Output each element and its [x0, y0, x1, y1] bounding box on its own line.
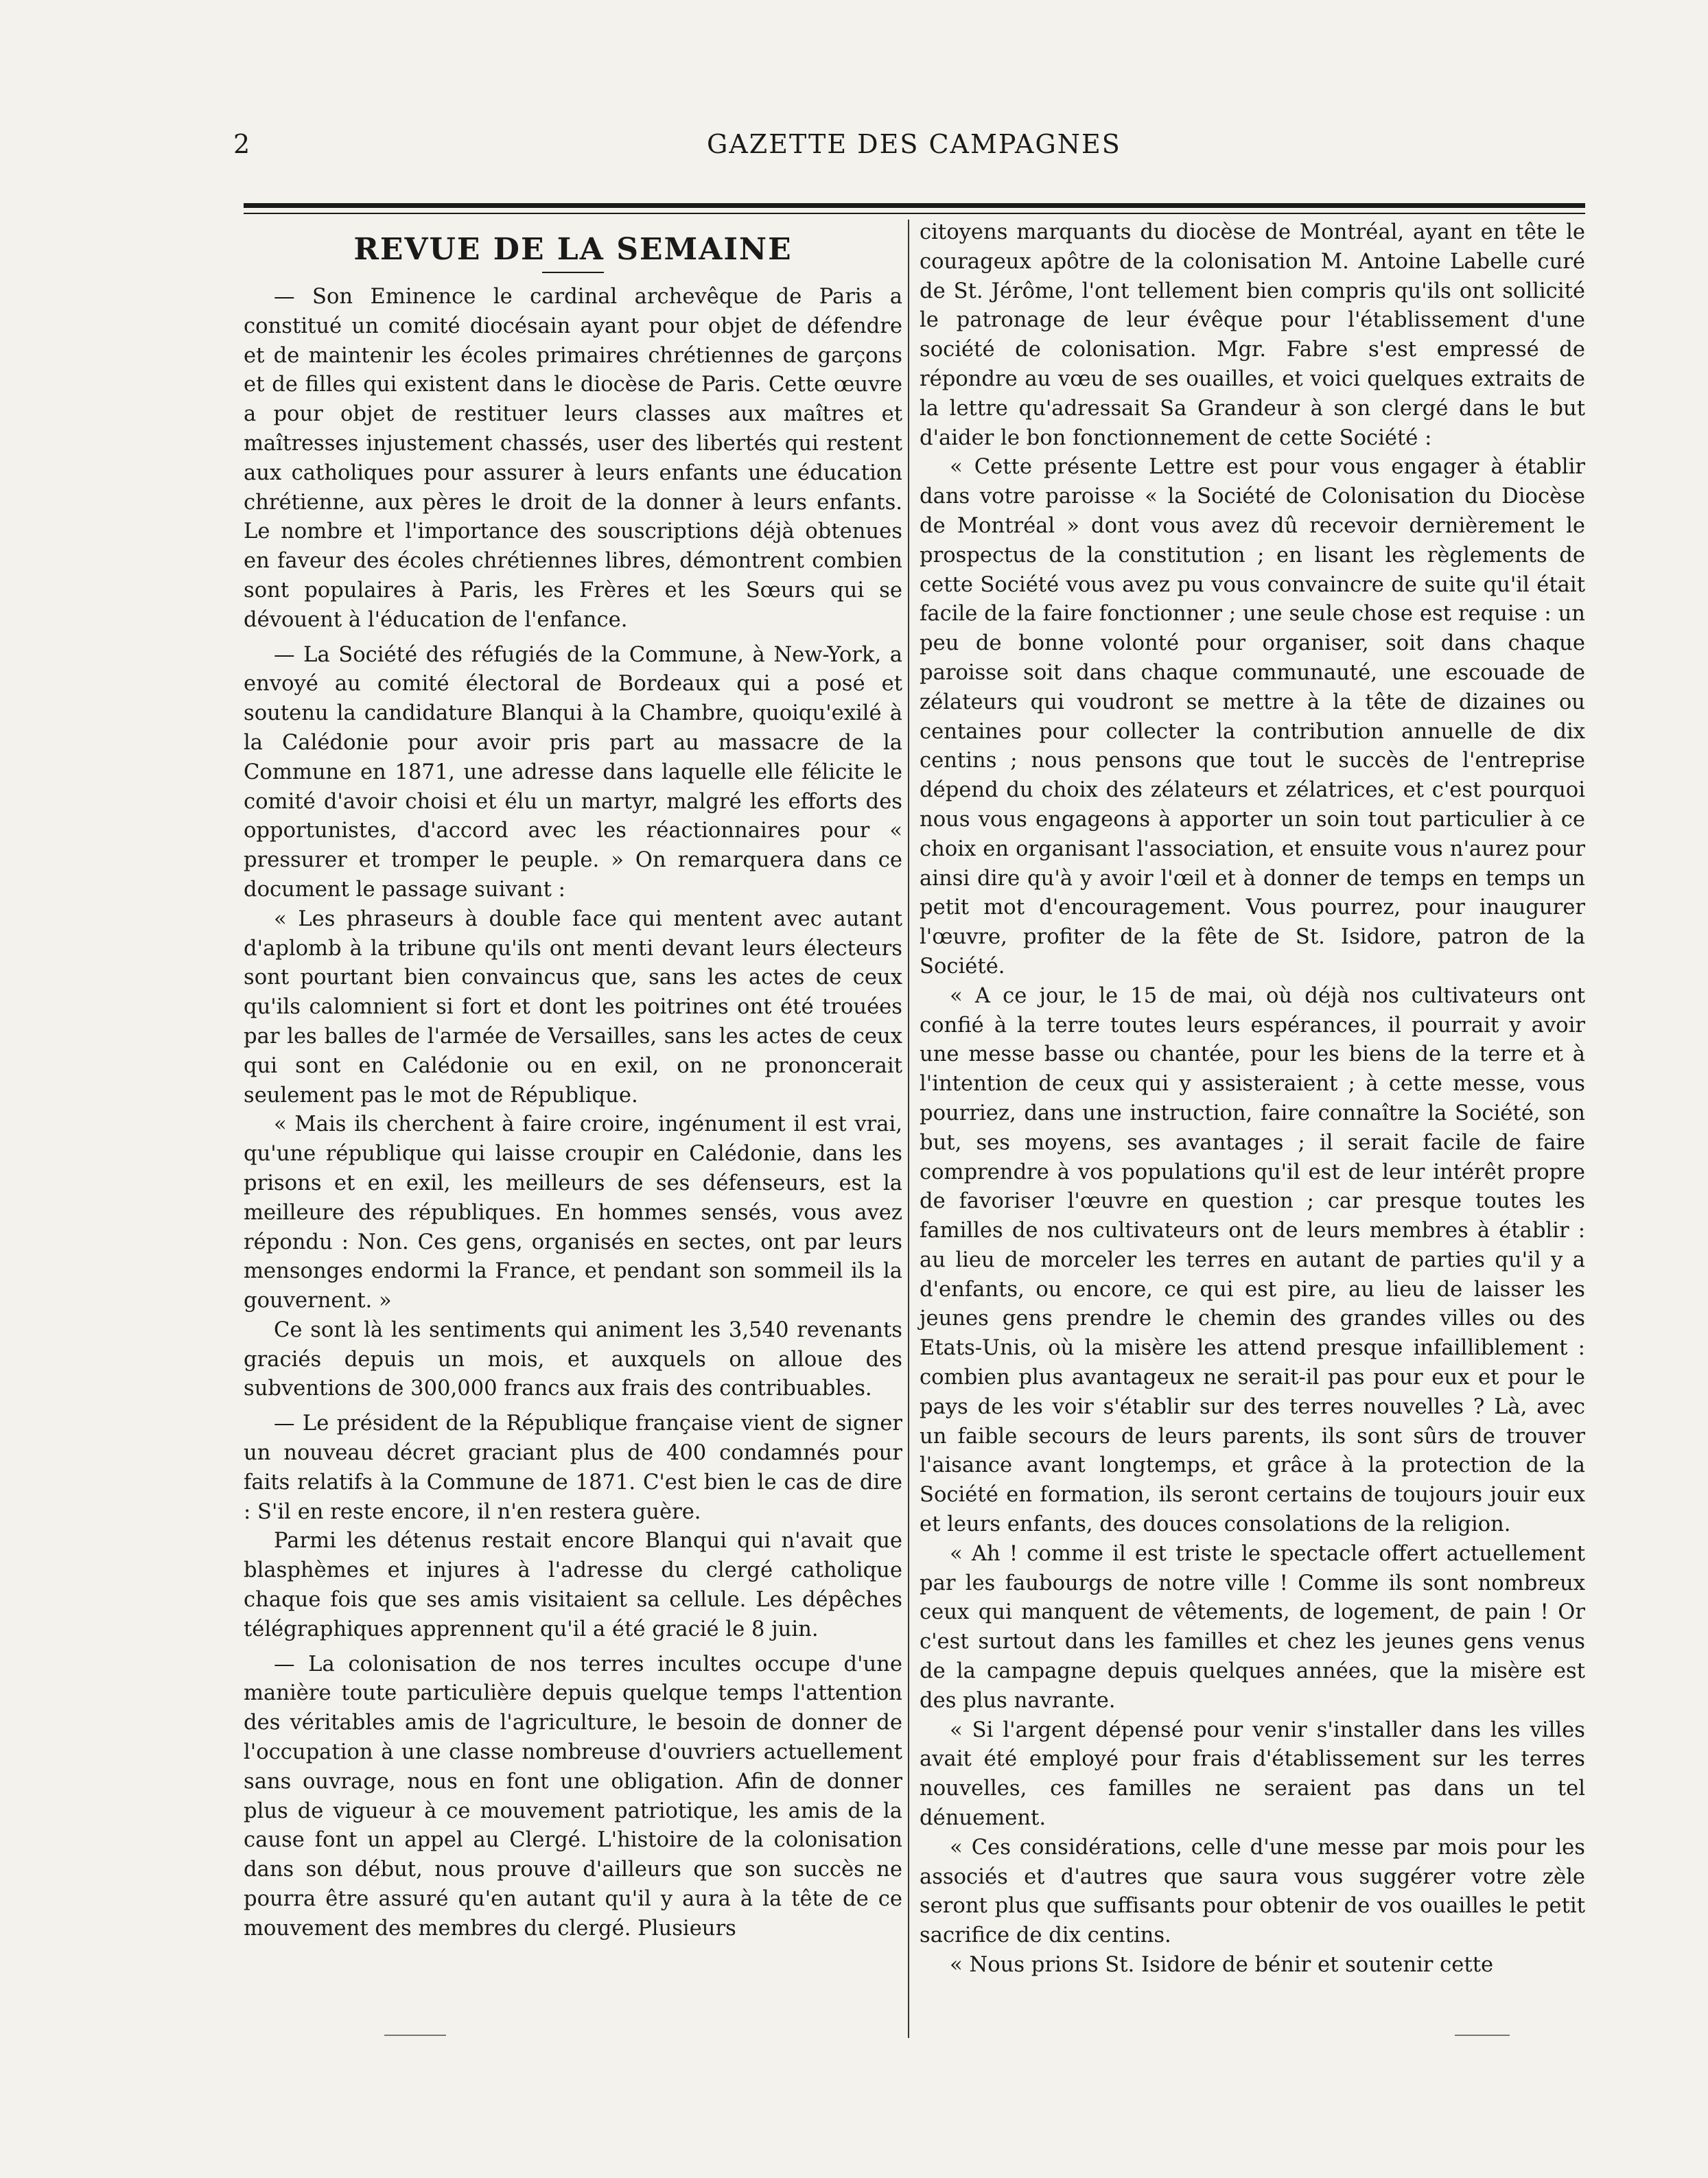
page-header — [233, 129, 1613, 170]
bottom-mark-right — [1455, 2035, 1510, 2036]
paragraph-blanqui: Parmi les détenus restait encore Blanqui qui n'avait que blasphèmes et injures à l'adresse du clergé catholique chaque fois que ses amis visitaient sa cellule. Les dépêches télégraphiques apprennent qu'il a été gracié le 8 juin. — [244, 1529, 902, 1641]
page-number: 2 — [233, 129, 252, 159]
paragraph-faubourgs: « Ah ! comme il est triste le spectacle offert actuellement par les faubourgs de notre ville ! Comme ils sont nombreux ceux qui manquent de vêtements, de logement, de pain ! Or c'est surtout dans les familles et chez les jeunes gens venus de la campagne depuis quelques années, que la misère est des plus navrante. — [920, 1541, 1585, 1713]
paragraph-comite-diocesain: — Son Eminence le cardinal archevêque de Paris a constitué un comité diocésain ayant pour objet de défendre et de maintenir les écoles primaires chrétiennes de garçons et de filles qui existent dans le diocèse de Paris. Cette œuvre a pour objet de restituer leurs classes aux maîtres et maîtresses injustement chassés, user des libertés qui restent aux catholiques pour assurer à leurs enfants une éducation chrétienne, aux pères le droit de la donner à leurs enfants. Le nombre et l'importance des souscriptions déjà obtenues en faveur des écoles chrétiennes libres, démontrent combien sont populaires à Paris, les Frères et les Sœurs qui se dévouent à l'éducation de l'enfance. — [244, 285, 902, 632]
column-left — [244, 225, 902, 1944]
column-divider — [908, 220, 909, 2038]
header-rule-thick — [244, 203, 1585, 208]
column-right — [920, 218, 1585, 1980]
paragraph-colonisation: — La colonisation de nos terres incultes occupe d'une manière toute particulière depuis quelque temps l'attention des véritables amis de l'agriculture, le besoin de donner de l'occupation à une classe nombreuse d'ouvriers actuellement sans ouvrage, nous en font une obligation. Afin de donner plus de vigueur à ce mouvement patriotique, les amis de la cause font un appel au Clergé. L'histoire de la colonisation dans son début, nous prouve d'ailleurs que son succès ne pourra être assuré qu'en autant qu'il y aura à la tête de ce mouvement des membres du clergé. Plusieurs — [244, 1652, 902, 1941]
paragraph-argent-depense: « Si l'argent dépensé pour venir s'installer dans les villes avait été employé pour frais d'établissement sur les terres nouvelles, ces familles ne seraient pas dans un tel dénuement. — [920, 1718, 1585, 1831]
paragraph-lettre-societe: « Cette présente Lettre est pour vous engager à établir dans votre paroisse « la Société de Colonisation du Diocèse de Montréal » dont vous avez dû recevoir dernièrement le prospectus de la constitution ; en lisant les règlements de cette Société vous avez pu vous convaincre de suite qu'il était facile de la faire fonctionner ; une seule chose est requise : un peu de bonne volonté pour organiser, soit dans chaque paroisse soit dans chaque communauté, une escouade de zélateurs qui voudront se mettre à la tête de dizaines ou centaines pour collecter la contribution annuelle de dix centins ; nous pensons que tout le succès de l'entreprise dépend du choix des zélateurs et zélatrices, et c'est pourquoi nous vous engageons à apporter un soin tout particulier à ce choix en organisant l'association, et ensuite vous n'aurez pour ainsi dire qu'à y avoir l'œil et à donner de temps en temps un petit mot d'encouragement. Vous pourrez, pour inaugurer l'œuvre, profiter de la fête de St. Isidore, patron de la Société. — [920, 455, 1585, 979]
bottom-mark-left — [384, 2035, 446, 2036]
masthead-title: GAZETTE DES CAMPAGNES — [707, 129, 1121, 159]
paragraph-priere: « Nous prions St. Isidore de bénir et soutenir cette — [950, 1953, 1494, 1978]
paragraph-quote-phraseurs: « Les phraseurs à double face qui mentent avec autant d'aplomb à la tribune qu'ils ont menti devant leurs électeurs sont pourtant bien convaincus que, sans les actes de ceux qu'ils calomnient si fort et dont les poitrines ont été trouées par les balles de l'armée de Versailles, sans les actes de ceux qui sont en Calédonie ou en exil, on ne prononcerait seulement pas le mot de République. — [244, 906, 902, 1108]
header-rule-thin — [244, 213, 1585, 214]
paragraph-refugies-commune: — La Société des réfugiés de la Commune, à New-York, a envoyé au comité électoral de Bordeaux qui a posé et soutenu la candidature Blanqui à la Chambre, quoiqu'exilé à la Calédonie pour avoir pris part au massacre de la Commune en 1871, une adresse dans laquelle elle félicite le comité d'avoir choisi et élu un martyr, malgré les efforts des opportunistes, d'accord avec les réactionnaires pour « pressurer et tromper le peuple. » On remarquera dans ce document le passage suivant : — [244, 642, 902, 902]
section-title: REVUE DE LA SEMAINE — [353, 232, 793, 267]
paragraph-citoyens-montreal: citoyens marquants du diocèse de Montréal, ayant en tête le courageux apôtre de la colonisation M. Antoine Labelle curé de St. Jérôme, l'ont tellement bien compris qu'ils ont sollicité le patronage de leur évêque pour l'établissement d'une société de colonisation. Mgr. Fabre s'est empressé de répondre au vœu de ses ouailles, et voici quelques extraits de la lettre qu'adressait Sa Grandeur à son clergé dans le but d'aider le bon fonctionnement de cette Société : — [920, 220, 1585, 450]
paragraph-decret-graciant: — Le président de la République française vient de signer un nouveau décret graciant plus de 400 condamnés pour faits relatifs à la Commune de 1871. C'est bien le cas de dire : S'il en reste encore, il n'en restera guère. — [244, 1412, 902, 1524]
paragraph-fete-saint-isidore: « A ce jour, le 15 de mai, où déjà nos cultivateurs ont confié à la terre toutes leurs espérances, il pourrait y avoir une messe basse ou chantée, pour les biens de la terre et à l'intention de ceux qui y assisteraient ; à cette messe, vous pourriez, dans une instruction, faire connaître la Société, son but, ses moyens, ses avantages ; il serait facile de faire comprendre à vos populations qu'il est de leur intérêt propre de favoriser l'œuvre en question ; car presque toutes les familles de nos cultivateurs ont de leurs membres à établir : au lieu de morceler les terres en autant de parties qu'il y a d'enfants, ou encore, ce qui est pire, au lieu de laisser les jeunes gens prendre le chemin des grandes villes ou des Etats-Unis, où la misère les attend presque infailliblement : combien plus avantageux ne serait-il pas pour eux et pour le pays de les voir s'établir sur des terres nouvelles ? Là, avec un faible secours de leurs parents, ils sont sûrs de trouver l'aisance avant longtemps, et grâce à la protection de la Société en formation, ils seront certains de toujours jouir eux et leurs enfants, des douces consolations de la religion. — [920, 983, 1585, 1537]
paragraph-quote-republique: « Mais ils cherchent à faire croire, ingénument il est vrai, qu'une république qui laisse croupir en Calédonie, dans les prisons et en exil, les meilleurs de ses défenseurs, est la meilleure des républiques. En hommes sensés, vous avez répondu : Non. Ces gens, organisés en sectes, ont par leurs mensonges endormi la France, et pendant son sommeil ils la gouvernent. » — [244, 1112, 902, 1313]
paragraph-revenants: Ce sont là les sentiments qui animent les 3,540 revenants graciés depuis un mois, et auxquels on alloue des subventions de 300,000 francs aux frais des contribuables. — [244, 1318, 902, 1401]
section-title-rule — [542, 272, 604, 273]
paragraph-considerations: « Ces considérations, celle d'une messe par mois pour les associés et d'autres que saura vous suggérer votre zèle seront plus que suffisants pour obtenir de vos ouailles le petit sacrifice de dix centins. — [920, 1835, 1585, 1948]
